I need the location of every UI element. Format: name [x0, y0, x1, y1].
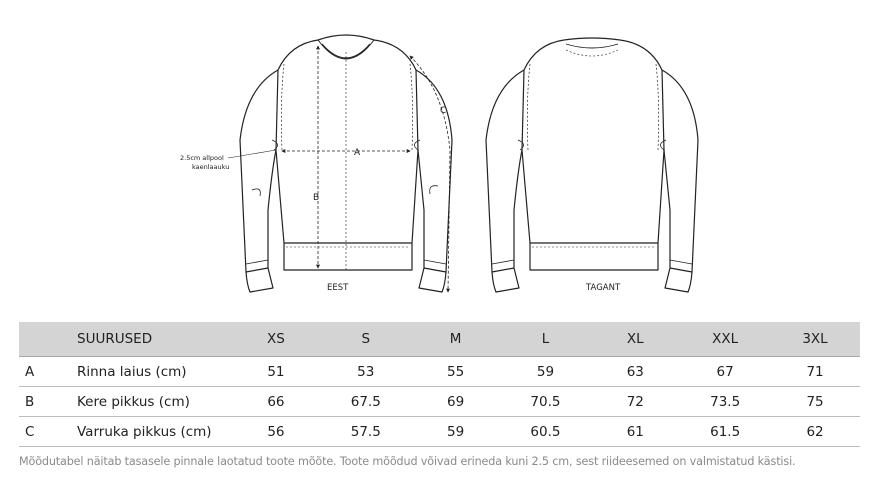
cell-value: 66 [231, 387, 321, 417]
header-size-xl: XL [590, 322, 680, 357]
cell-value: 56 [231, 417, 321, 447]
header-size-xxl: XXL [680, 322, 770, 357]
row-label: Varruka pikkus (cm) [75, 417, 231, 447]
note-line-1: 2.5cm allpool [180, 154, 224, 162]
back-sweatshirt [486, 38, 698, 292]
cell-value: 71 [770, 357, 860, 387]
cell-value: 60.5 [501, 417, 591, 447]
row-letter: A [19, 357, 75, 387]
footnote: Mõõdutabel näitab tasasele pinnale laotatud toote mõõte. Toote mõõdud võivad erineda kuni 2.5 cm, sest riideesemed on valmistatud kästisi. [19, 455, 796, 468]
cell-value: 67 [680, 357, 770, 387]
header-size-m: M [411, 322, 501, 357]
cell-value: 63 [590, 357, 680, 387]
note-line-2: kaenlaauku [192, 163, 230, 171]
front-view-label: EEST [327, 283, 349, 293]
table-row [19, 357, 860, 387]
table-row [19, 417, 860, 447]
cell-value: 55 [411, 357, 501, 387]
cell-value: 59 [411, 417, 501, 447]
marker-a-label: A [354, 148, 361, 158]
cell-value: 61.5 [680, 417, 770, 447]
cell-value: 69 [411, 387, 501, 417]
cell-value: 62 [770, 417, 860, 447]
cell-value: 51 [231, 357, 321, 387]
header-size-3xl: 3XL [770, 322, 860, 357]
marker-c-label: C [440, 106, 447, 116]
cell-value: 72 [590, 387, 680, 417]
header-size-l: L [501, 322, 591, 357]
header-sizes-label: SUURUSED [75, 322, 231, 357]
header-size-s: S [321, 322, 411, 357]
cell-value: 75 [770, 387, 860, 417]
back-view-label: TAGANT [586, 283, 621, 293]
cell-value: 61 [590, 417, 680, 447]
row-label: Kere pikkus (cm) [75, 387, 231, 417]
marker-b-label: B [313, 193, 320, 203]
cell-value: 57.5 [321, 417, 411, 447]
header-size-xs: XS [231, 322, 321, 357]
size-table-header [19, 322, 860, 357]
size-table [19, 322, 860, 447]
table-row [19, 387, 860, 417]
cell-value: 70.5 [501, 387, 591, 417]
row-letter: B [19, 387, 75, 417]
row-letter: C [19, 417, 75, 447]
cell-value: 59 [501, 357, 591, 387]
cell-value: 53 [321, 357, 411, 387]
header-empty-cell [19, 322, 75, 357]
cell-value: 73.5 [680, 387, 770, 417]
cell-value: 67.5 [321, 387, 411, 417]
row-label: Rinna laius (cm) [75, 357, 231, 387]
